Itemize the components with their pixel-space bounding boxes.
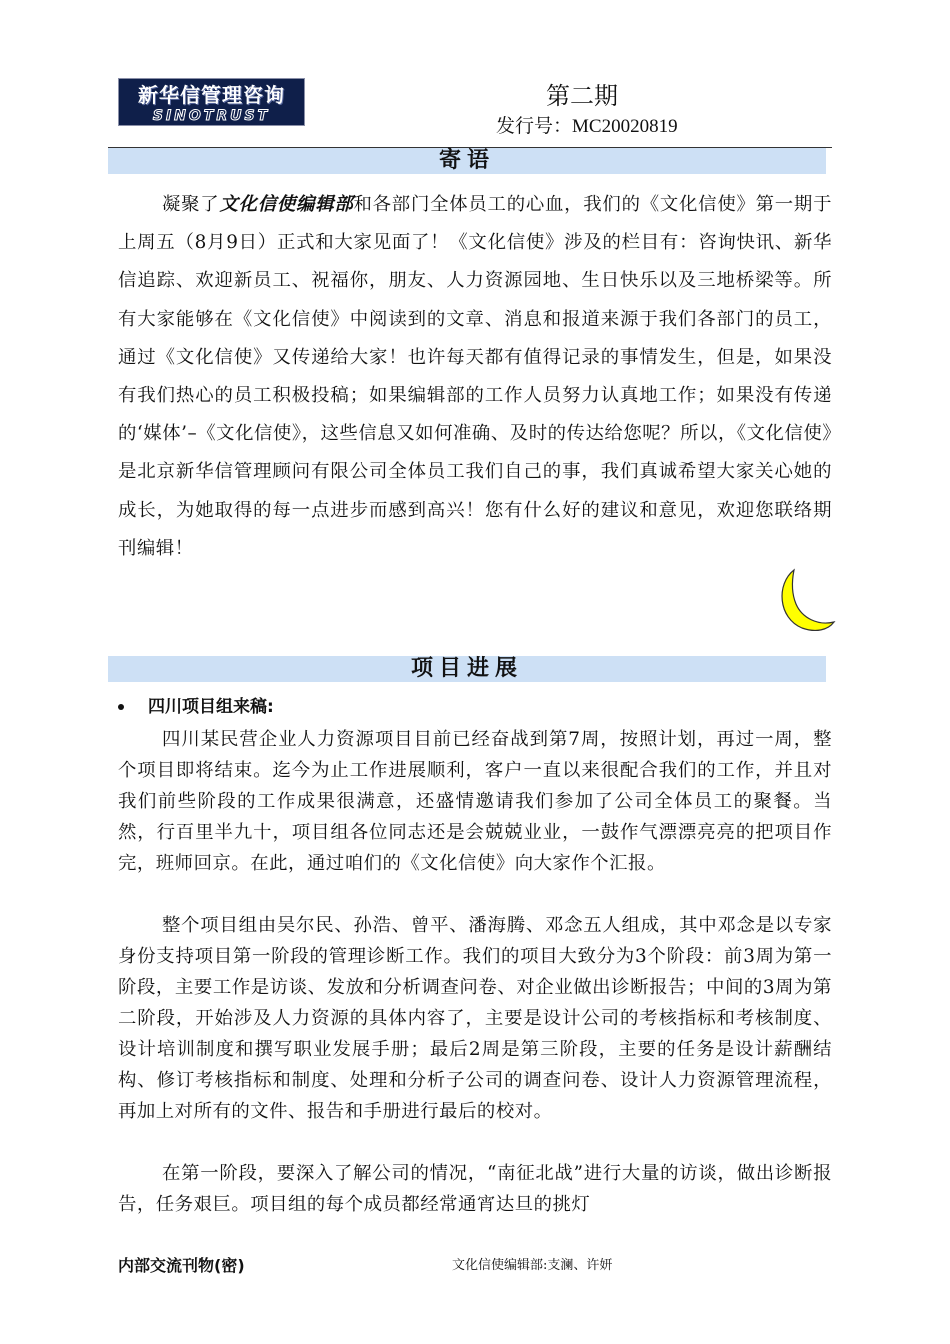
footer-classification: 内部交流刊物(密) <box>118 1256 245 1275</box>
section-title-project-progress: 项目进展 <box>108 656 826 682</box>
message-paragraph <box>118 186 832 568</box>
project-paragraph-3: 在第一阶段，要深入了解公司的情况，“南征北战”进行大量的访谈，做出诊断报告，任务艰巨。项目组的每个成员都经常通宵达旦的挑灯 <box>118 1163 832 1215</box>
footer-editors: 文化信使编辑部:支澜、许妍 <box>452 1258 613 1273</box>
section-title-message: 寄语 <box>108 148 826 174</box>
project-paragraph-2: 整个项目组由吴尔民、孙浩、曾平、潘海腾、邓念五人组成，其中邓念是以专家身份支持项目第一阶段的管理诊断工作。我们的项目大致分为3个阶段：前3周为第一阶段，主要工作是访谈、发放和分析调查问卷、对企业做出诊断报告；中间的3周为第二阶段，开始涉及人力资源的具体内容了，主要是设计公司的考核指标和考核制度、设计培训制度和撰写职业发展手册；最后2周是第三阶段，主要的任务是设计薪酬结构、修订考核指标和制度、处理和分析子公司的调查问卷、设计人力资源管理流程，再加上对所有的文件、报告和手册进行最后的校对。 <box>118 915 832 1122</box>
logo-chinese-name: 新华信管理咨询 <box>138 83 285 107</box>
message-body: 和各部门全体员工的心血，我们的《文化信使》第一期于上周五（8月9日）正式和大家见面了！《文化信使》涉及的栏目有：咨询快讯、新华信追踪、欢迎新员工、祝福你，朋友、人力资源园地、生日快乐以及三地桥梁等。所有大家能够在《文化信使》中阅读到的文章、消息和报道来源于我们各部门的员工，通过《文化信使》又传递给大家！也许每天都有值得记录的事情发生，但是，如果没有我们热心的员工积极投稿；如果编辑部的工作人员努力认真地工作；如果没有传递的‘媒体’–《文化信使》，这些信息又如何准确、及时的传达给您呢？所以，《文化信使》是北京新华信管理顾问有限公司全体员工我们自己的事，我们真诚希望大家关心她的成长，为她取得的每一点进步而感到高兴！您有什么好的建议和意见，欢迎您联络期刊编辑！ <box>118 194 832 559</box>
sinotrust-logo <box>118 78 305 126</box>
bullet-heading-text: 四川项目组来稿: <box>148 697 274 717</box>
publication-number: 发行号：MC20020819 <box>496 116 678 137</box>
logo-english-name: SINOTRUST <box>152 108 271 124</box>
project-paragraph-1: 四川某民营企业人力资源项目目前已经奋战到第7周，按照计划，再过一周，整个项目即将结束。迄今为止工作进展顺利，客户一直以来很配合我们的工作，并且对我们前些阶段的工作成果很满意，还盛情邀请我们参加了公司全体员工的聚餐。当然，行百里半九十，项目组各位同志还是会兢兢业业，一鼓作气漂漂亮亮的把项目作完，班师回京。在此，通过咱们的《文化信使》向大家作个汇报。 <box>118 729 832 874</box>
bullet-icon <box>118 704 124 710</box>
editorial-dept-emphasis: 文化信使编辑部 <box>219 194 354 215</box>
crescent-moon-icon <box>772 566 836 634</box>
bullet-heading <box>118 692 274 722</box>
issue-number: 第二期 <box>546 82 618 110</box>
message-prefix: 凝聚了 <box>162 194 220 215</box>
